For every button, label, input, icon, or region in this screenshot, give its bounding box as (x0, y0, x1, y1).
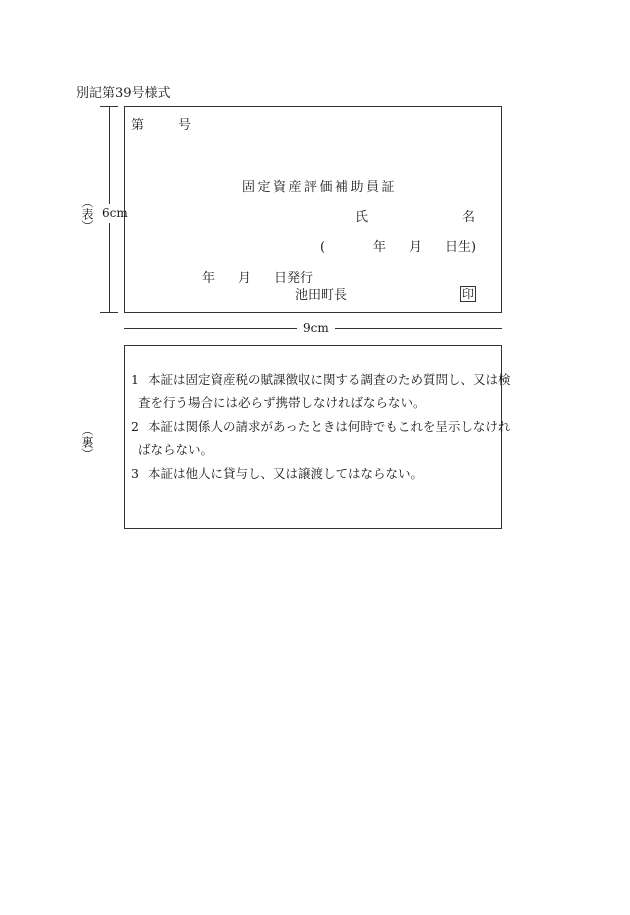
back-item-1-number: 1 (131, 372, 139, 387)
number-prefix: 第 (131, 118, 145, 133)
front-side-label: （表） (80, 196, 94, 232)
height-dimension-label: 6cm (102, 204, 128, 223)
form-label: 別記第39号様式 (76, 86, 171, 101)
name-label-second: 名 (462, 210, 476, 225)
back-item-1-line1: 本証は固定資産税の賦課徴収に関する調査のため質問し、又は検 (148, 372, 511, 387)
back-item-2-number: 2 (131, 419, 139, 434)
issuer-name: 池田町長 (295, 288, 348, 303)
number-suffix: 号 (178, 118, 192, 133)
birth-year-label: 年 (373, 240, 387, 255)
back-item-3-line1: 本証は他人に貸与し、又は譲渡してはならない。 (148, 466, 424, 481)
birth-month-label: 月 (409, 240, 423, 255)
issue-year-label: 年 (202, 271, 216, 286)
name-label-first: 氏 (355, 210, 369, 225)
birth-open-paren: ( (320, 240, 326, 255)
birth-day-label: 日生) (445, 240, 477, 255)
issue-day-label: 日発行 (274, 271, 314, 286)
back-item-3-number: 3 (131, 466, 139, 481)
seal-mark: 印 (461, 287, 474, 301)
height-dimension-bottom-tick (100, 312, 118, 313)
back-item-2-line1: 本証は関係人の請求があったときは何時でもこれを呈示しなけれ (148, 419, 511, 434)
back-item-2-line2: ばならない。 (138, 442, 214, 457)
card-title: 固定資産評価補助員証 (242, 180, 398, 195)
back-side-label: （裏） (80, 424, 94, 460)
width-dimension-label: 9cm (297, 321, 335, 336)
issue-month-label: 月 (238, 271, 252, 286)
back-item-1-line2: 査を行う場合には必らず携帯しなければならない。 (138, 395, 426, 410)
